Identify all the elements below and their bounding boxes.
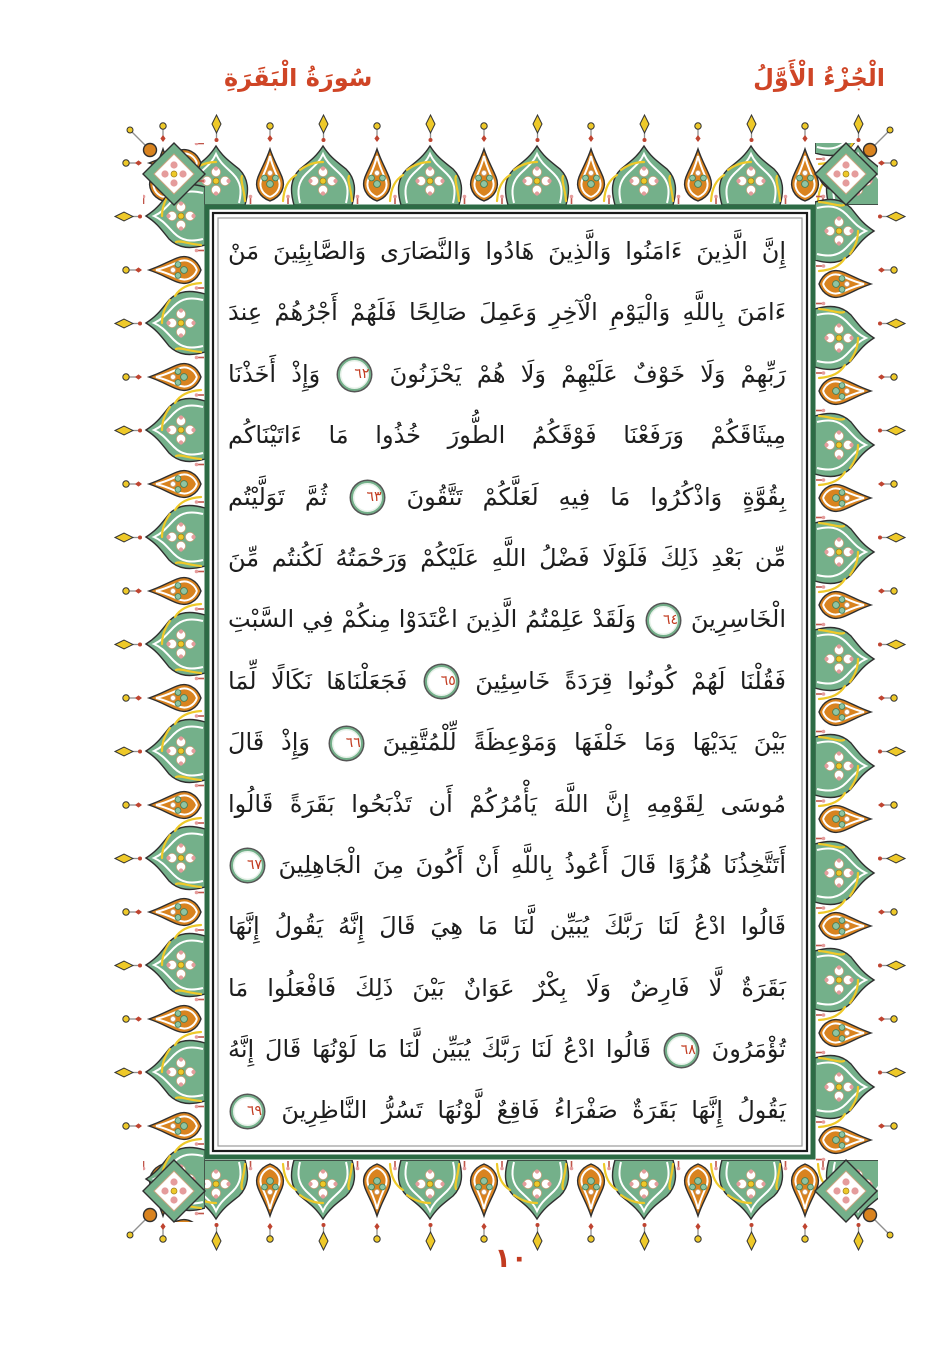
ayah-text: أَتَتَّخِذُنَا هُزُوًا قَالَ أَعُوذُ بِاللَّهِ أَنْ أَكُونَ مِنَ الْجَاهِلِينَ — [278, 850, 786, 879]
quran-line — [228, 344, 786, 405]
quran-text-block — [228, 221, 786, 1143]
ayah-text: بَيْنَ يَدَيْهَا وَمَا خَلْفَهَا وَمَوْعِظَةً لِّلْمُتَّقِينَ — [382, 728, 786, 757]
quran-line — [228, 589, 786, 650]
quran-line — [228, 835, 786, 896]
ayah-text: مِيثَاقَكُمْ وَرَفَعْنَا فَوْقَكُمُ الطُّورَ خُذُوا مَا ءَاتَيْنَاكُم — [228, 421, 786, 450]
verse-number-medallion: ٦٢ — [338, 358, 371, 391]
quran-line — [228, 467, 786, 528]
ayah-text: فَجَعَلْنَاهَا نَكَالًا لِّمَا — [228, 666, 408, 695]
ayah-text: يَقُولُ إِنَّهَا بَقَرَةٌ صَفْرَاءُ فَاقِعٌ لَّوْنُهَا تَسُرُّ النَّاظِرِينَ — [281, 1096, 786, 1125]
juz-title: الْجُزْءُ الْأَوَّلُ — [753, 64, 885, 92]
ayah-text: الْخَاسِرِينَ — [690, 605, 786, 634]
verse-number-medallion: ٦٦ — [330, 727, 363, 760]
quran-line — [228, 221, 786, 282]
quran-line — [228, 712, 786, 773]
page-number: ١٠ — [494, 1243, 528, 1274]
ayah-text: قَالُوا ادْعُ لَنَا رَبَّكَ يُبَيِّن لَّنَا مَا هِيَ قَالَ إِنَّهُ يَقُولُ إِنَّهَا — [228, 912, 786, 941]
quran-line — [228, 958, 786, 1019]
quran-line — [228, 528, 786, 589]
ayah-text: إِنَّ الَّذِينَ ءَامَنُوا وَالَّذِينَ هَادُوا وَالنَّصَارَى وَالصَّابِئِينَ مَنْ — [228, 237, 786, 265]
quran-line — [228, 1080, 786, 1141]
ayah-text: وَإِذْ قَالَ — [228, 728, 310, 757]
ayah-text: مِّن بَعْدِ ذَلِكَ فَلَوْلَا فَضْلُ اللَّهِ عَلَيْكُمْ وَرَحْمَتُهُ لَكُنتُم مِّنَ — [228, 543, 786, 572]
quran-line — [228, 405, 786, 466]
ayah-text: مُوسَى لِقَوْمِهِ إِنَّ اللَّهَ يَأْمُرُكُمْ أَن تَذْبَحُوا بَقَرَةً قَالُوا — [228, 789, 786, 818]
ayah-text: ءَامَنَ بِاللَّهِ وَالْيَوْمِ الْآخِرِ وَعَمِلَ صَالِحًا فَلَهُمْ أَجْرُهُمْ عِندَ — [228, 298, 786, 327]
ayah-text: رَبِّهِمْ وَلَا خَوْفٌ عَلَيْهِمْ وَلَا هُمْ يَحْزَنُونَ — [389, 359, 786, 388]
ayah-text: ثُمَّ تَوَلَّيْتُم — [228, 482, 328, 511]
ayah-text: بَقَرَةٌ لَّا فَارِضٌ وَلَا بِكْرٌ عَوَانٌ بَيْنَ ذَلِكَ فَافْعَلُوا مَا — [228, 973, 786, 1002]
verse-number-medallion: ٦٥ — [425, 665, 458, 698]
surah-title: سُورَةُ الْبَقَرَةِ — [224, 64, 373, 92]
ayah-text: فَقُلْنَا لَهُمْ كُونُوا قِرَدَةً خَاسِئِينَ — [475, 666, 786, 695]
verse-number-medallion: ٦٩ — [231, 1095, 264, 1128]
verse-number-medallion: ٦٧ — [231, 849, 264, 882]
verse-number-medallion: ٦٨ — [665, 1034, 698, 1067]
quran-line — [228, 282, 786, 343]
quran-line — [228, 774, 786, 835]
quran-line — [228, 896, 786, 957]
ayah-text: وَإِذْ أَخَذْنَا — [228, 359, 321, 388]
verse-number-medallion: ٦٤ — [647, 604, 680, 637]
ayah-text: تُؤْمَرُونَ — [711, 1035, 786, 1064]
quran-line — [228, 1019, 786, 1080]
ayah-text: قَالُوا ادْعُ لَنَا رَبَّكَ يُبَيِّن لَّنَا مَا لَوْنُهَا قَالَ إِنَّهُ — [228, 1035, 651, 1064]
ayah-text: بِقُوَّةٍ وَاذْكُرُوا مَا فِيهِ لَعَلَّكُمْ تَتَّقُونَ — [406, 482, 786, 511]
ayah-text: وَلَقَدْ عَلِمْتُمُ الَّذِينَ اعْتَدَوْا مِنكُمْ فِي السَّبْتِ — [228, 605, 637, 634]
quran-line — [228, 651, 786, 712]
verse-number-medallion: ٦٣ — [351, 481, 384, 514]
